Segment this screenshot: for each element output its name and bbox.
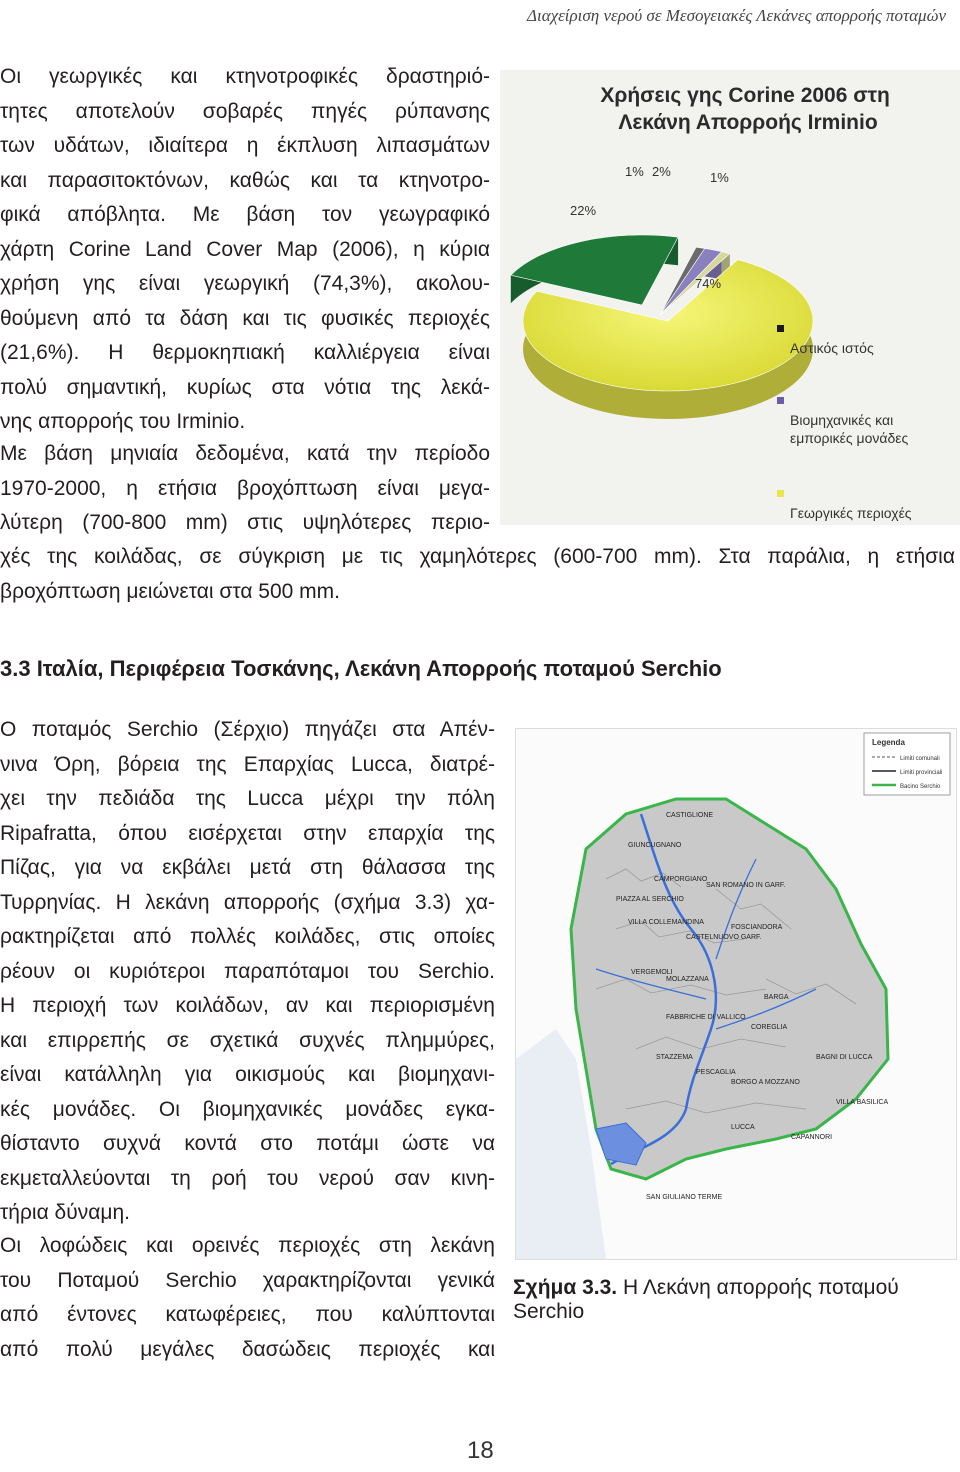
text-line: από πολύ μεγάλες δασώδεις περιοχές και [0,1337,495,1361]
pie-slices [511,235,813,419]
paragraph-1 [0,60,490,440]
map-place-label: CAPANNORI [791,1134,833,1141]
map-place-label: STAZZEMA [656,1054,693,1061]
text-line: Με βάση μηνιαία δεδομένα, κατά την περίοδο [0,442,490,465]
map-place-label: LUCCA [731,1124,755,1131]
text-line: Ο ποταμός Serchio (Σέρχιο) πηγάζει στα Απέν- [0,718,495,741]
map-place-label: VILLA BASILICA [836,1099,889,1106]
text-line: νινα Όρη, βόρεια της Επαρχίας Lucca, διατρέ- [0,752,495,776]
text-line: φικά απόβλητα. Με βάση τον γεωγραφικό [0,203,490,226]
text-line: Πίζας, για να εκβάλει μετά στη θάλασσα της [0,856,495,879]
text-line: και παρασιτοκτόνων, καθώς και τα κτηνοτρο- [0,168,490,192]
text-line: τητες αποτελούν σοβαρές πηγές ρύπανσης [0,99,490,123]
text-line: των υδάτων, ιδιαίτερα η έκπλυση λιπασμάτων [0,134,490,157]
serchio-basin-map [515,728,957,1260]
text-line: χρήση γης είναι γεωργική (74,3%), ακολου- [0,272,490,295]
pie-slice-label: 74% [695,276,722,291]
legend-swatch [777,397,784,404]
map-place-label: COREGLIA [751,1024,788,1031]
text-line: Η περιοχή των κοιλάδων, αν και περιορισμένη [0,994,495,1017]
text-line: τήρια δύναμη. [0,1201,130,1224]
text-line: και επιρρεπής σε σχετικά συχνές πλημμύρες, [0,1028,495,1052]
map-place-label: SAN ROMANO IN GARF. [706,882,786,889]
pie-slice-label: 22% [570,203,597,218]
pie-chart-figure [500,70,960,525]
text-line: 1970-2000, η ετήσια βροχόπτωση είναι μεγα- [0,476,490,500]
text-line: εκμεταλλεύονται τη ροή του νερού σαν κινη- [0,1166,495,1190]
figure-caption [513,1276,960,1324]
map-place-label: MOLAZZANA [666,976,709,983]
map-place-label: FABBRICHE DI VALLICO [666,1014,746,1021]
text-line: νης απορροής του Irminio. [0,410,246,433]
map-legend [864,733,950,795]
map-place-label: BARGA [764,994,789,1001]
legend-label: Γεωργικές περιοχές [790,505,912,521]
text-line: είναι κατάλληλη για οικισμούς και βιομηχανι- [0,1063,495,1086]
map-place-label: GIUNCUGNANO [628,842,682,849]
text-line: θίσταντο συχνά κοντά στο ποτάμι ώστε να [0,1132,495,1155]
text-line: από έντονες κατωφέρειες, που καλύπτονται [0,1303,495,1326]
map-legend-title: Legenda [872,738,905,747]
pie-chart [500,70,960,525]
text-line: βροχόπτωση μειώνεται στα 500 mm. [0,579,340,603]
running-header: Διαχείριση νερού σε Μεσογειακές Λεκάνες απορροής ποταμών [527,6,946,25]
paragraph-3 [0,713,495,1231]
map-place-label: PESCAGLIA [696,1069,736,1076]
map-place-label: CAMPORGIANO [654,876,708,883]
pie-slice-label: 1% [710,170,729,185]
text-line: πολύ σημαντική, κυρίως στα νότια της λεκά- [0,375,490,399]
paragraph-4 [0,1229,495,1367]
text-line: Τυρρηνίας. Η λεκάνη απορροής (σχήμα 3.3) χα- [0,890,495,914]
pie-slice-label: 2% [652,164,671,179]
text-line: χει την πεδιάδα της Lucca μέχρι την πόλη [0,787,495,810]
text-line: χές της κοιλάδας, σε σύγκριση με τις χαμηλότερες (600-700 mm). Στα παράλια, η ετήσια [0,545,955,568]
map-place-label: CASTELNUOVO GARF. [686,934,762,941]
map-place-label: CASTIGLIONE [666,812,714,819]
text-line: του Ποταμού Serchio χαρακτηρίζονται γενικά [0,1268,495,1292]
text-line: ρακτηρίζεται από πολλές κοιλάδες, στις οποίες [0,925,495,948]
text-line: χάρτη Corine Land Cover Map (2006), η κύρια [0,237,490,261]
text-line: Ripafratta, όπου εισέρχεται στην επαρχία της [0,821,495,845]
text-line: Οι γεωργικές και κτηνοτροφικές δραστηριό- [0,65,490,88]
pie-slice-label: 1% [625,164,644,179]
chart-legend [777,325,912,521]
map-place-label: BAGNI DI LUCCA [816,1054,873,1061]
legend-label: εμπορικές μονάδες [790,430,909,446]
paragraph-2 [0,437,490,541]
map-place-label: VERGEMOLI [631,969,673,976]
legend-label: Αστικός ιστός [790,340,874,356]
map-place-label: BORGO A MOZZANO [731,1079,800,1086]
text-line: (21,6%). Η θερμοκηπιακή καλλιέργεια είναι [0,341,490,364]
map-legend-entry: Limiti comunali [900,756,940,762]
map-place-label: SAN GIULIANO TERME [646,1194,723,1201]
text-line: ρέουν οι κυριότεροι παραπόταμοι του Serchio. [0,959,495,983]
section-title: 3.3 Ιταλία, Περιφέρεια Τοσκάνης, Λεκάνη Απορροής ποταμού Serchio [0,656,722,681]
text-line: Οι λοφώδεις και ορεινές περιοχές στη λεκάνη [0,1234,495,1257]
chart-title-line: Λεκάνη Απορροής Irminio [618,111,878,134]
map-place-label: FOSCIANDORA [731,924,783,931]
figure-number: Σχήμα 3.3. [513,1276,618,1299]
legend-swatch [777,490,784,497]
map-place-label: PIAZZA AL SERCHIO [616,896,684,903]
text-line: θούμενη από τα δάση και τις φυσικές περιοχές [0,306,490,330]
legend-swatch [777,325,784,332]
text-line: κές μονάδες. Οι βιομηχανικές μονάδες εγκα- [0,1097,495,1121]
map-legend-entry: Bacino Serchio [900,784,941,790]
text-line: λύτερη (700-800 mm) στις υψηλότερες περιο- [0,511,490,534]
map-place-label: VILLA COLLEMANDINA [628,919,704,926]
chart-title [600,84,895,134]
chart-title-line: Χρήσεις γης Corine 2006 στη [600,84,890,107]
legend-label: Βιομηχανικές και [790,412,894,428]
map-legend-entry: Limiti provinciali [900,770,943,776]
caption-text: Η Λεκάνη απορροής ποταμού Serchio [513,1276,899,1323]
map-graphic [516,729,956,1259]
paragraph-2-continued [0,540,955,609]
page-number: 18 [467,1437,494,1464]
